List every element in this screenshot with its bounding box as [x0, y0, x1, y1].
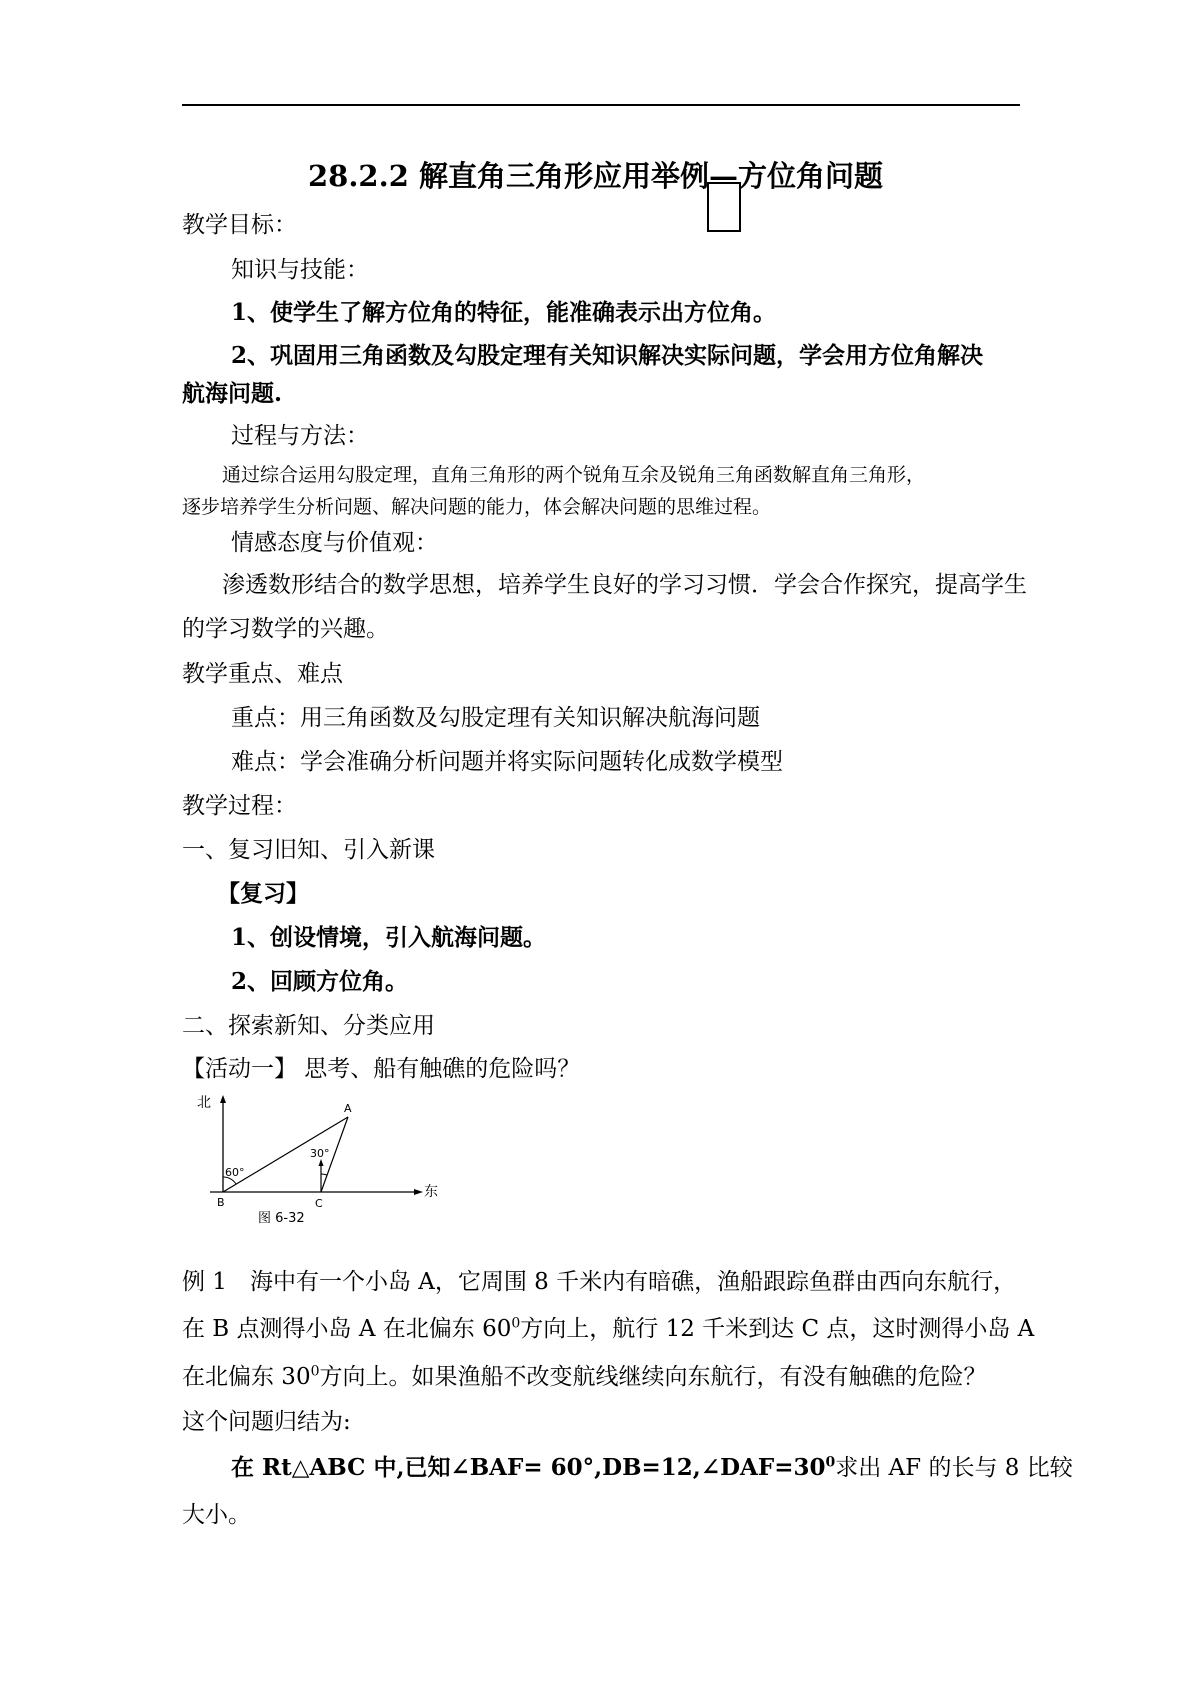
goal-2-line-2: 航海问题. — [182, 380, 283, 407]
section-teaching-process: 教学过程： — [182, 793, 297, 819]
example-line-4: 这个问题归结为: — [182, 1409, 351, 1435]
problem-line-1: 在 Rt△ABC 中,已知∠BAF= $60^\circ,DB=12,\angle DAF=30^0$求出 AF 的长与 8 比较 — [231, 1454, 1073, 1481]
east-arrowhead — [414, 1189, 423, 1195]
north-arrowhead-c — [319, 1159, 324, 1166]
example-line-1: 例 1 海中有一个小岛 A，它周围 8 千米内有暗礁，渔船跟踪鱼群由西向东航行， — [182, 1269, 1017, 1295]
angle-30-arc — [321, 1174, 327, 1175]
subheading-knowledge: 知识与技能： — [231, 257, 369, 283]
example-line-2: 在 B 点测得小岛 A 在北偏东 $60^0$方向上，航行 12 千米到达 C 点，这时测得小岛 A — [182, 1315, 1035, 1342]
point-c-label: C — [315, 1197, 323, 1210]
point-a-label: A — [344, 1102, 352, 1115]
problem-line-2: 大小。 — [182, 1502, 251, 1528]
empty-box — [707, 182, 741, 232]
bearing-diagram — [195, 1092, 440, 1226]
part-1-heading: 一、复习旧知、引入新课 — [182, 837, 435, 863]
attitude-line-1: 渗透数形结合的数学思想，培养学生良好的学习习惯．学会合作探究，提高学生 — [222, 572, 1027, 598]
angle-60-label: 60° — [225, 1166, 245, 1179]
subheading-process: 过程与方法： — [231, 423, 369, 449]
angle-30-label: 30° — [310, 1147, 330, 1160]
north-label: 北 — [197, 1095, 211, 1111]
key-point: 重点：用三角函数及勾股定理有关知识解决航海问题 — [231, 705, 760, 731]
header-rule — [182, 104, 1020, 106]
east-label: 东 — [424, 1184, 438, 1200]
goal-2-line-1: 2、巩固用三角函数及勾股定理有关知识解决实际问题，学会用方位角解决 — [231, 342, 984, 369]
review-item-1: 1、创设情境，引入航海问题。 — [231, 924, 547, 951]
example-line-3: 在北偏东 $30^0$方向上。如果渔船不改变航线继续向东航行，有没有触礁的危险？ — [182, 1363, 987, 1390]
part-2-heading: 二、探索新知、分类应用 — [182, 1013, 435, 1039]
process-line-2: 逐步培养学生分析问题、解决问题的能力，体会解决问题的思维过程。 — [182, 496, 772, 518]
goal-1: 1、使学生了解方位角的特征，能准确表示出方位角。 — [231, 299, 777, 326]
section-goals: 教学目标： — [182, 212, 297, 238]
review-item-2: 2、回顾方位角。 — [231, 968, 409, 995]
north-arrowhead — [220, 1095, 226, 1103]
review-heading: 【复习】 — [217, 880, 309, 907]
page-title: 28.2.2 解直角三角形应用举例—方位角问题 — [307, 159, 883, 193]
section-key-points: 教学重点、难点 — [182, 661, 343, 687]
activity-1-heading: 【活动一】 思考、船有触礁的危险吗？ — [182, 1056, 581, 1082]
process-line-1: 通过综合运用勾股定理，直角三角形的两个锐角互余及锐角三角函数解直角三角形， — [222, 464, 926, 486]
subheading-attitude: 情感态度与价值观： — [231, 530, 438, 556]
difficulty-point: 难点：学会准确分析问题并将实际问题转化成数学模型 — [231, 749, 783, 775]
figure-caption: 图 6-32 — [258, 1211, 305, 1226]
attitude-line-2: 的学习数学的兴趣。 — [182, 616, 389, 642]
point-b-label: B — [217, 1196, 225, 1209]
